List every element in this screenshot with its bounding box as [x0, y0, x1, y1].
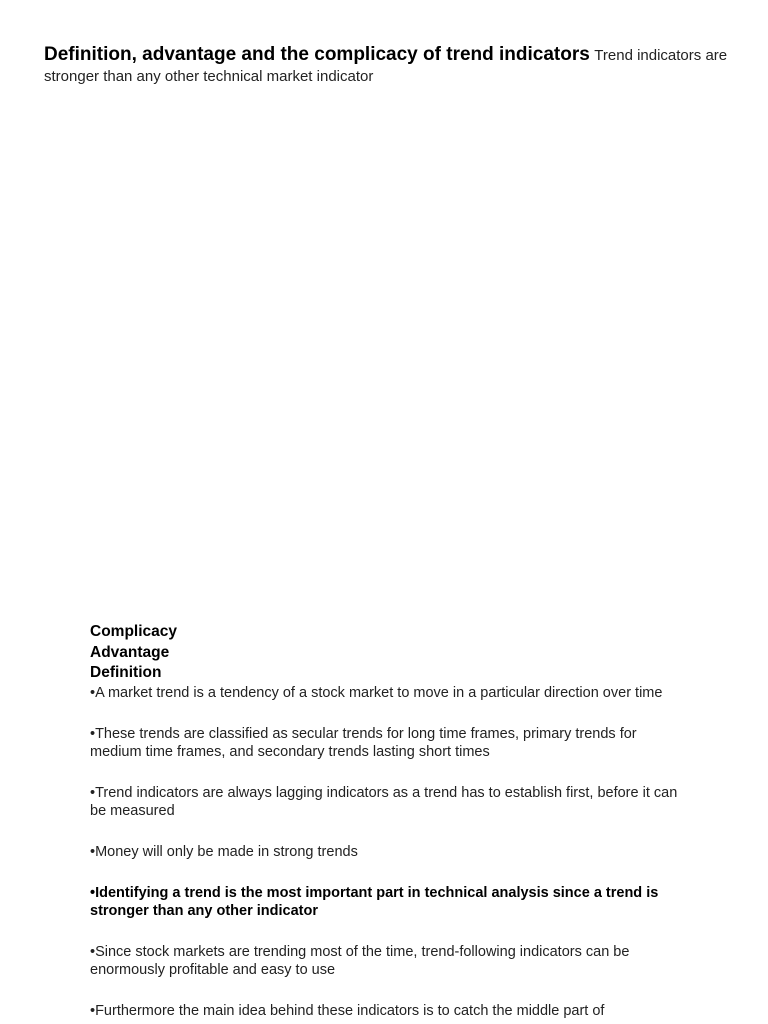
bullet-item: •Since stock markets are trending most of the time, trend-following indicators can be enormously profitable and easy to use [90, 943, 630, 978]
bullet-item: •These trends are classified as secular trends for long time frames, primary trends for medium time frames, and secondary trends lasting short times [90, 725, 637, 760]
bullet-item: •A market trend is a tendency of a stock market to move in a particular direction over time [90, 684, 663, 701]
bullet-item: •Furthermore the main idea behind these indicators is to catch the middle part of [90, 1002, 605, 1019]
bullet-item: •Money will only be made in strong trends [90, 843, 358, 860]
bullet-item: •Trend indicators are always lagging indicators as a trend has to establish first, before it can be measured [90, 784, 678, 819]
document-subtitle: Trend indicators are stronger than any other technical market indicator [44, 47, 728, 85]
heading-definition: Definition [90, 664, 162, 681]
heading-advantage: Advantage [90, 643, 170, 661]
bullet-item-emphasized: •Identifying a trend is the most important part in technical analysis since a trend is stronger than any other indicator [90, 884, 659, 919]
slide-content [90, 622, 690, 1024]
document-title: Definition, advantage and the complicacy of trend indicators [44, 44, 590, 65]
title-block [44, 44, 734, 87]
heading-complicacy: Complicacy [90, 623, 178, 640]
